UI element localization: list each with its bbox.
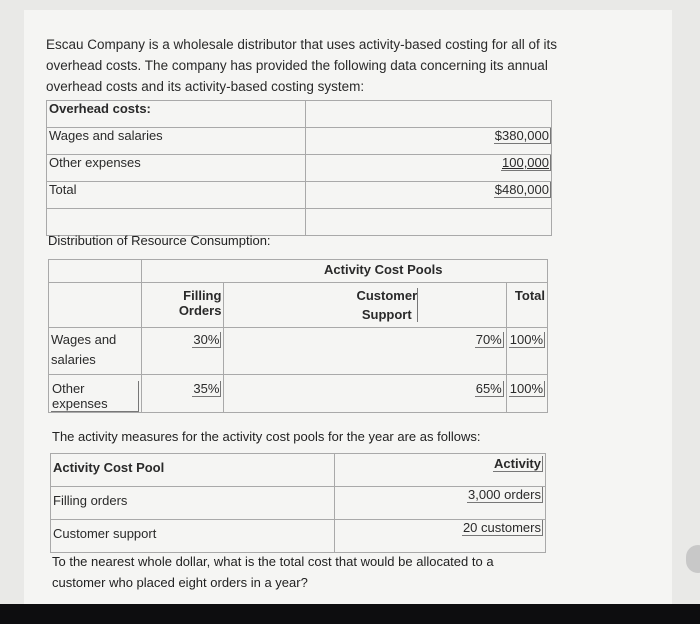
pool-activity-text: 20 customers [462, 520, 541, 535]
col-filling-orders: Filling Orders [141, 283, 224, 328]
col-customer-line: Customer [356, 288, 418, 303]
pool-activity-text: 3,000 orders [468, 487, 541, 502]
overhead-header: Overhead costs: [47, 101, 306, 128]
bottom-bar [0, 604, 700, 624]
table-cell [306, 101, 552, 128]
pool-activity [335, 487, 546, 520]
table-cell [47, 209, 306, 236]
pct-value: 65% [475, 381, 502, 396]
activity-measures-table [50, 453, 546, 553]
cell-filling [141, 375, 224, 413]
question-line: To the nearest whole dollar, what is the total cost that would be allocated to a [52, 554, 494, 569]
table-row [49, 328, 548, 375]
overhead-value-text: $480,000 [494, 182, 549, 197]
row-label-line: salaries [51, 352, 96, 367]
overhead-value-text: $380,000 [494, 128, 549, 143]
intro-line: overhead costs and its activity-based costing system: [46, 79, 365, 94]
table-row [47, 182, 552, 209]
question-text [52, 551, 552, 593]
pct-value: 100% [509, 332, 543, 347]
overhead-label: Wages and salaries [47, 128, 306, 155]
cell-total [506, 328, 547, 375]
row-label-line: Wages and [51, 332, 117, 347]
col-customer-line: Support [361, 307, 412, 322]
measures-intro: The activity measures for the activity cost pools for the year are as follows: [52, 429, 481, 444]
table-cell [49, 283, 142, 328]
distribution-table [48, 259, 548, 413]
table-row [47, 101, 552, 128]
col-activity-text: Activity [494, 456, 541, 471]
table-row [47, 209, 552, 236]
pct-value: 100% [509, 381, 543, 396]
overhead-value [306, 182, 552, 209]
cell-customer [224, 328, 506, 375]
cell-filling [141, 328, 224, 375]
table-cell [306, 209, 552, 236]
problem-sheet [24, 10, 672, 610]
pct-value: 30% [193, 332, 220, 347]
side-tab-handle[interactable] [686, 545, 700, 573]
col-activity [335, 454, 546, 487]
pool-activity [335, 520, 546, 553]
table-row [51, 487, 546, 520]
table-cell [49, 260, 142, 283]
overhead-costs-table [46, 100, 552, 236]
col-activity-cost-pool: Activity Cost Pool [51, 454, 335, 487]
intro-line: Escau Company is a wholesale distributor that uses activity-based costing for all of its [46, 37, 557, 52]
cell-total [506, 375, 547, 413]
table-row [49, 283, 548, 328]
row-label-line: Other expenses [51, 381, 139, 412]
intro-line: overhead costs. The company has provided the following data concerning its annual [46, 58, 548, 73]
pct-value: 70% [475, 332, 502, 347]
distribution-title: Distribution of Resource Consumption: [48, 233, 271, 248]
overhead-value-text: 100,000 [502, 155, 549, 170]
question-line: customer who placed eight orders in a year? [52, 575, 308, 590]
col-total: Total [506, 283, 547, 328]
table-row [51, 520, 546, 553]
pool-name: Filling orders [51, 487, 335, 520]
row-label [49, 328, 142, 375]
overhead-label: Total [47, 182, 306, 209]
overhead-value [306, 128, 552, 155]
row-label [49, 375, 142, 413]
cell-customer [224, 375, 506, 413]
overhead-value [306, 155, 552, 182]
col-customer-support [224, 283, 506, 328]
table-row [47, 128, 552, 155]
pct-value: 35% [193, 381, 220, 396]
table-row [51, 454, 546, 487]
table-row [49, 260, 548, 283]
table-row [47, 155, 552, 182]
intro-text [46, 34, 606, 97]
pool-name: Customer support [51, 520, 335, 553]
overhead-label: Other expenses [47, 155, 306, 182]
table-row [49, 375, 548, 413]
activity-cost-pools-header: Activity Cost Pools [141, 260, 547, 283]
